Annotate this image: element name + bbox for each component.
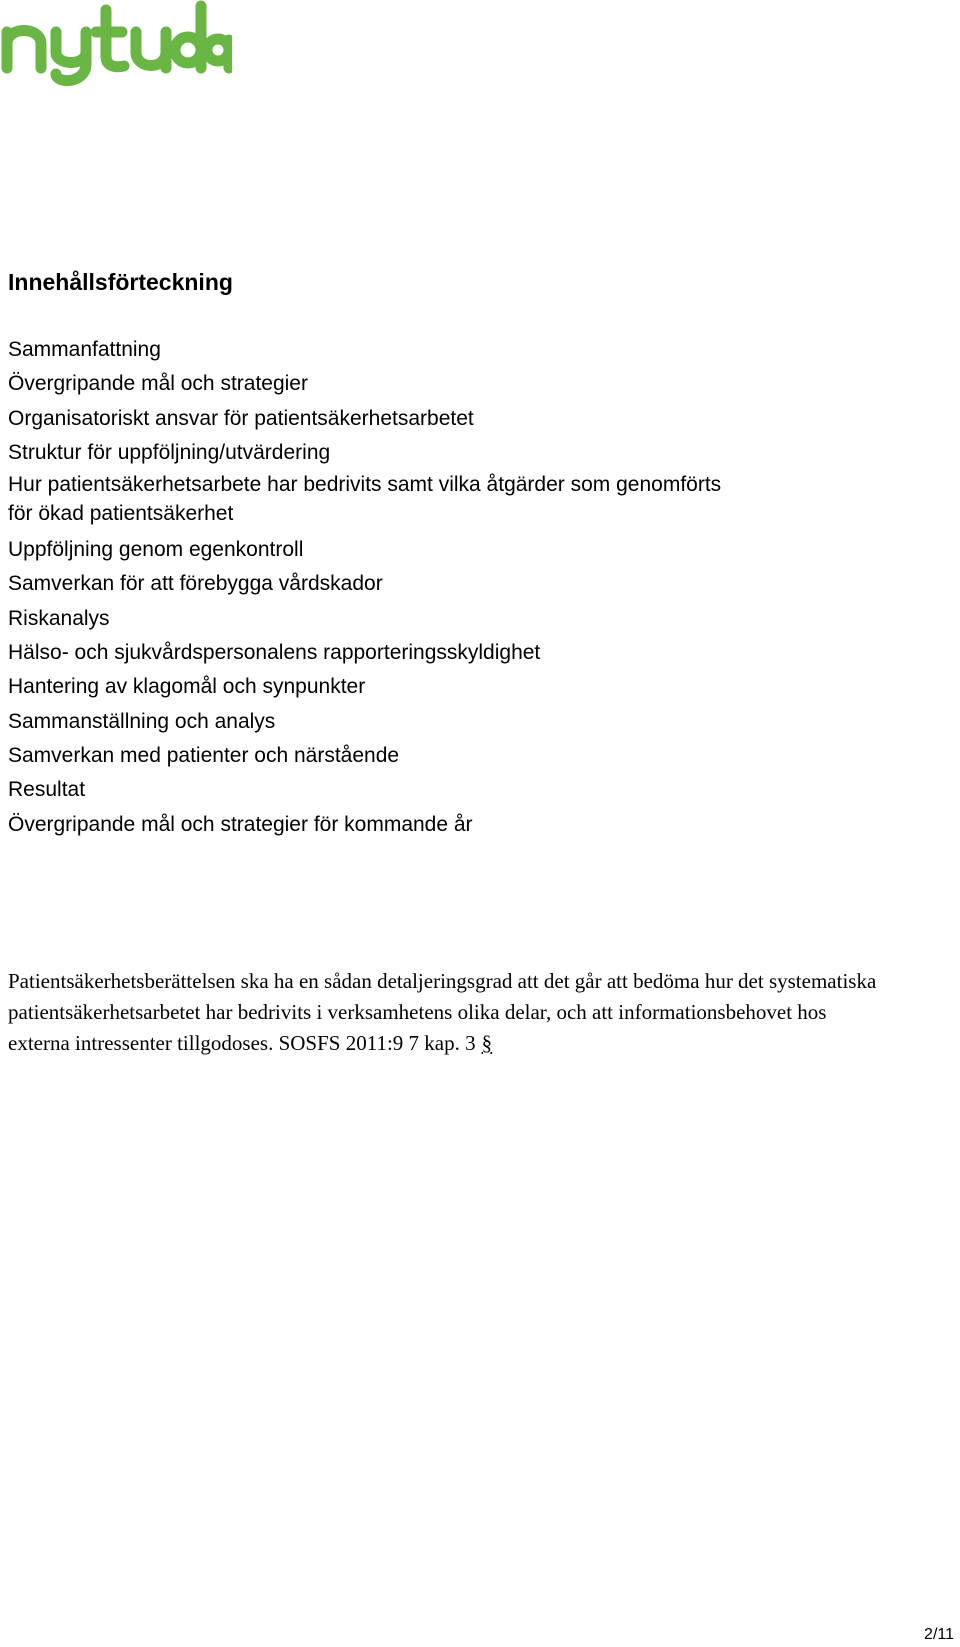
- toc-item-overgripande-mal: Övergripande mål och strategier: [8, 372, 308, 396]
- toc-item-samverkan-patienter: Samverkan med patienter och närstående: [8, 743, 400, 767]
- toc-item-klagomal: Hantering av klagomål och synpunkter: [8, 675, 366, 699]
- toc-item-kommande-ar: Övergripande mål och strategier för kommande år: [8, 812, 473, 836]
- toc-item-organisatoriskt-ansvar: Organisatoriskt ansvar för patientsäkerhetsarbetet: [8, 406, 474, 430]
- toc-item-samverkan-vardskador: Samverkan för att förebygga vårdskador: [8, 572, 383, 596]
- toc-heading: Innehållsförteckning: [8, 269, 233, 295]
- toc-item-resultat: Resultat: [8, 778, 86, 802]
- toc-item-struktur-uppfoljning: Struktur för uppföljning/utvärdering: [8, 440, 331, 464]
- section-sign: §: [481, 1031, 493, 1055]
- toc-item-egenkontroll: Uppföljning genom egenkontroll: [8, 538, 304, 562]
- toc-item-riskanalys: Riskanalys: [8, 606, 110, 630]
- page-number: 2/11: [924, 1626, 954, 1643]
- toc-item-sammanfattning: Sammanfattning: [8, 338, 161, 361]
- toc-list: [8, 333, 728, 842]
- nytuda-logo: [0, 0, 232, 86]
- regulation-note-text: Patientsäkerhetsberättelsen ska ha en sådan detaljeringsgrad att det går att bedöma hur det systematiska patientsäkerhetsarbetet har bedrivits i verksamhetens olika delar, och att informationsbehovet hos externa intressenter tillgodoses. SOSFS 2011:9 7 kap. 3: [8, 969, 877, 1055]
- regulation-note: [8, 966, 878, 1059]
- toc-item-sammanstallning: Sammanställning och analys: [8, 709, 276, 733]
- toc-item-patientsakerhetsarbete: Hur patientsäkerhetsarbete har bedrivits samt vilka åtgärder som genomförts för ökad patientsäkerhet: [8, 473, 722, 526]
- toc-item-rapporteringsskyldighet: Hälso- och sjukvårdspersonalens rapporteringsskyldighet: [8, 641, 541, 665]
